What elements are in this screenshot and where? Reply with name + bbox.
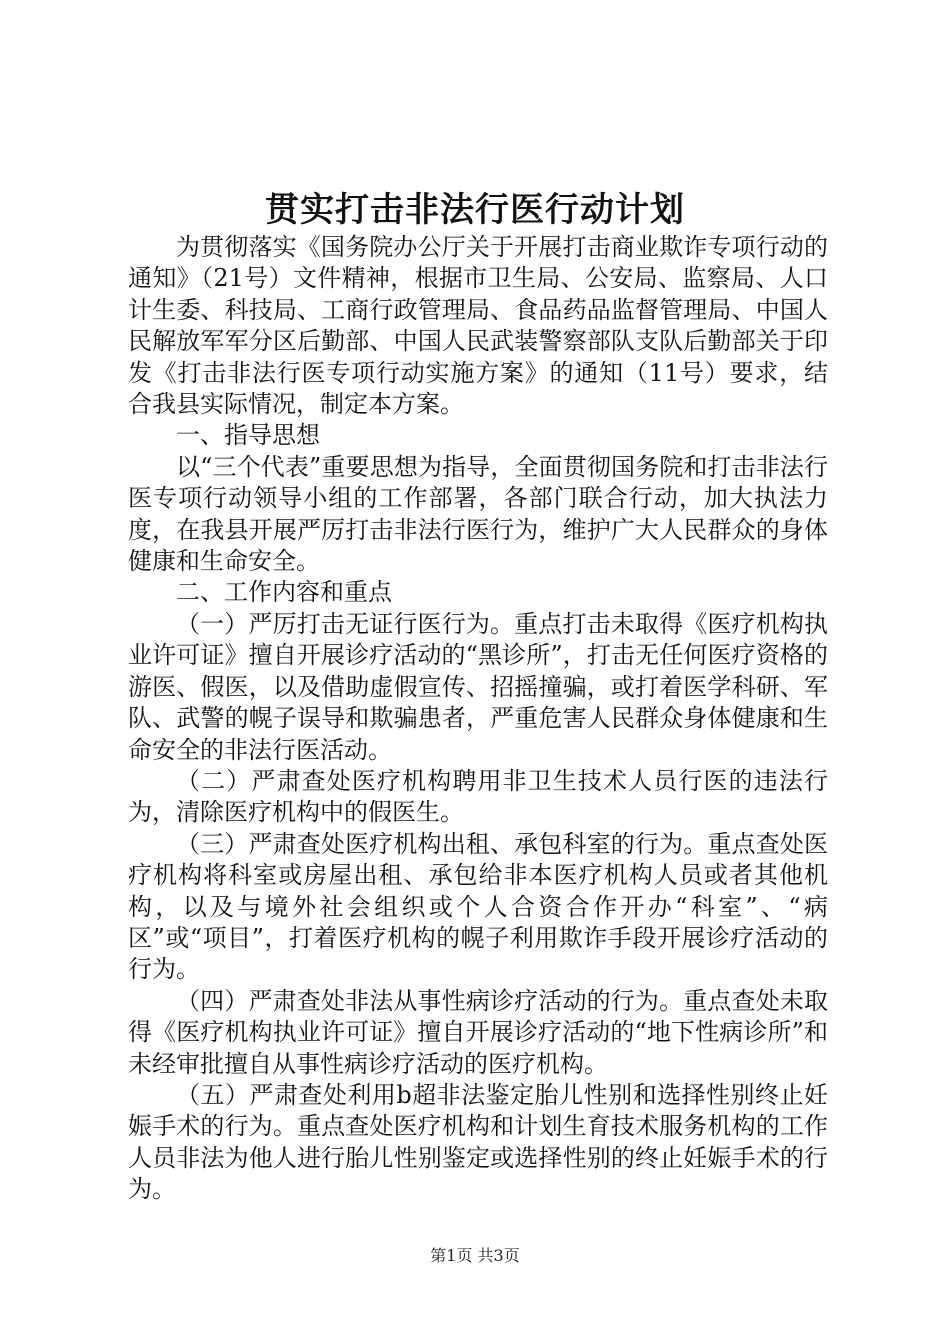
intro-paragraph: 为贯彻落实《国务院办公厅关于开展打击商业欺诈专项行动的通知》（21号）文件精神，根据市卫生局、公安局、监察局、人口计生委、科技局、工商行政管理局、食品药品监督管理局、中国人民解放军军分区后勤部、中国人民武装警察部队支队后勤部关于印发《打击非法行医专项行动实施方案》的通知（11号）要求，结合我县实际情况，制定本方案。 — [128, 233, 828, 419]
work-item-2: （二）严肃查处医疗机构聘用非卫生技术人员行医的违法行为，清除医疗机构中的假医生。 — [128, 766, 828, 827]
work-item-5: （五）严肃查处利用b超非法鉴定胎儿性别和选择性别终止妊娠手术的行为。重点查处医疗机构和计划生育技术服务机构的工作人员非法为他人进行胎儿性别鉴定或选择性别的终止妊娠手术的行为。 — [128, 1080, 828, 1204]
guiding-ideology-paragraph: 以“三个代表”重要思想为指导，全面贯彻国务院和打击非法行医专项行动领导小组的工作部署，各部门联合行动，加大执法力度，在我县开展严厉打击非法行医行为，维护广大人民群众的身体健康和生命安全。 — [128, 452, 828, 576]
document-body — [128, 232, 828, 1206]
page-number-footer: 第1页 共3页 — [430, 1246, 520, 1265]
work-item-1: （一）严厉打击无证行医行为。重点打击未取得《医疗机构执业许可证》擅自开展诊疗活动的“黑诊所”，打击无任何医疗资格的游医、假医，以及借助虚假宣传、招摇撞骗，或打着医学科研、军队、武警的幌子误导和欺骗患者，严重危害人民群众身体健康和生命安全的非法行医活动。 — [128, 609, 828, 764]
work-item-4: （四）严肃查处非法从事性病诊疗活动的行为。重点查处未取得《医疗机构执业许可证》擅自开展诊疗活动的“地下性病诊所”和未经审批擅自从事性病诊疗活动的医疗机构。 — [128, 986, 828, 1078]
work-item-3: （三）严肃查处医疗机构出租、承包科室的行为。重点查处医疗机构将科室或房屋出租、承包给非本医疗机构人员或者其他机构，以及与境外社会组织或个人合资合作开办“科室”、“病区”或“项目”，打着医疗机构的幌子利用欺诈手段开展诊疗活动的行为。 — [128, 829, 828, 984]
document-title: 贯实打击非法行医行动计划 — [265, 190, 685, 230]
section-heading-guiding-ideology: 一、指导思想 — [176, 421, 320, 450]
section-heading-work-content: 二、工作内容和重点 — [176, 578, 392, 607]
